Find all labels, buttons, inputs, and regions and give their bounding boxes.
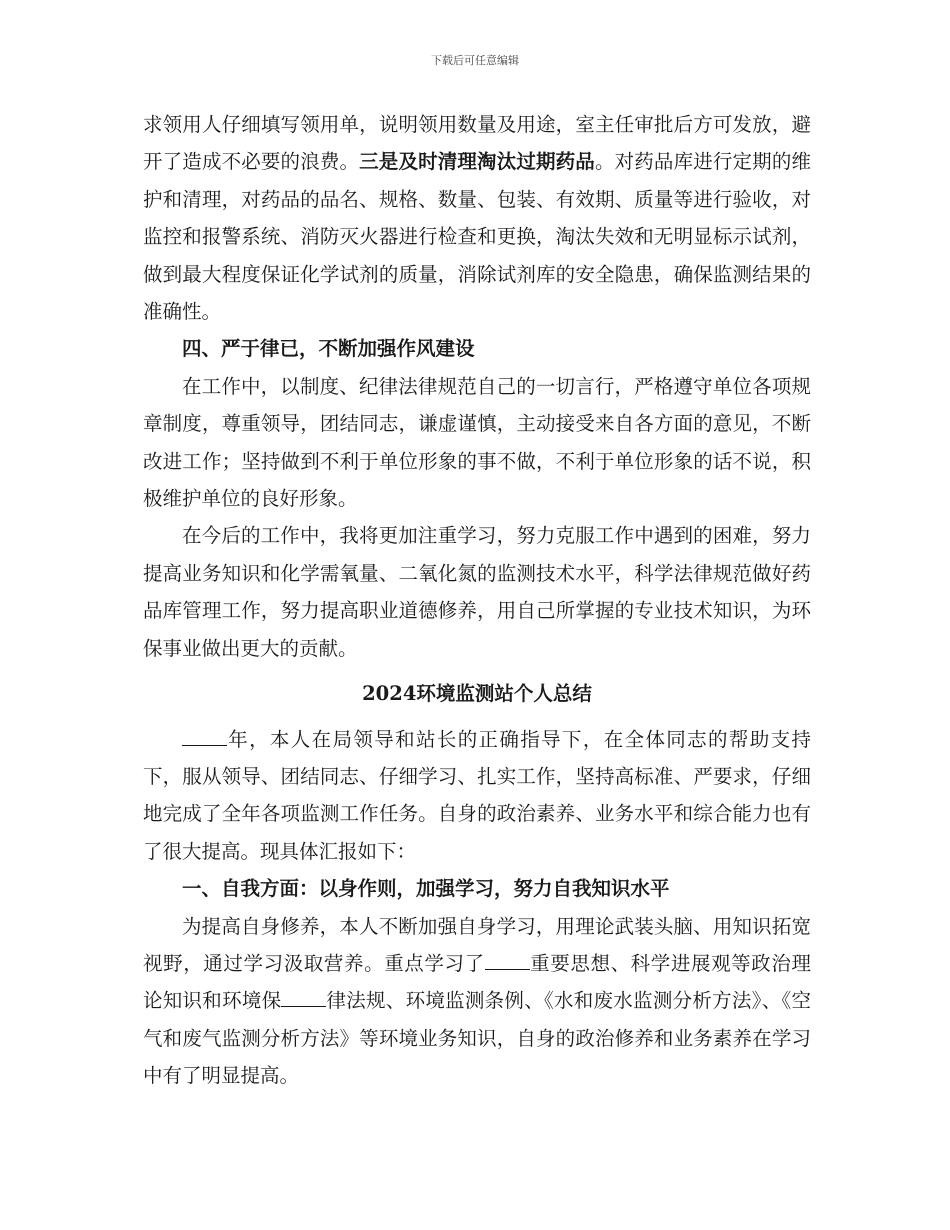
paragraph-text: 。对药品库进行定期的维护和清理，对药品的品名、规格、数量、包装、有效期、质量等进行验收，对监控和报警系统、消防灭火器进行检查和更换，淘汰失效和无明显标示试剂，做到最大程度保证化学试剂的质量，消除试剂库的安全隐患，确保监测结果的准确性。 [143, 150, 811, 324]
paragraph-self-study [143, 908, 811, 1095]
paragraph-text: 重要思想、科学进展观等政治理论知识和环境保 [143, 951, 811, 1013]
document-body [143, 106, 811, 1095]
paragraph-text: 年，本人在局领导和站长的正确指导下，在全体同志的帮助支持下，服从领导、团结同志、仔细学习、扎实工作，坚持高标准、严要求，仔细地完成了全年各项监测工作任务。自身的政治素养、业务水平和综合能力也有了很大提高。现具体汇报如下： [143, 727, 811, 863]
paragraph-drug-management [143, 106, 811, 330]
blank-line [182, 727, 227, 746]
section-heading-4: 四、严于律已，不断加强作风建设 [182, 337, 475, 361]
paragraph-text: 求领用人仔细填写领用单，说明领用数量及用途，室主任审批后方可发放，避开了造成不必要的浪费。 [143, 113, 811, 174]
section-heading-1: 一、自我方面：以身作则，加强学习，努力自我知识水平 [182, 877, 670, 901]
paragraph-text: 为提高自身修养，本人不断加强自身学习，用理论武装头脑、用知识拓宽视野，通过学习汲取营养。重点学习了 [143, 914, 811, 975]
paragraph-intro [143, 721, 811, 871]
paragraph-text: 律法规、环境监测条例、《水和废水监测分析方法》、《空气和废气监测分析方法》等环境业务知识，自身的政治修养和业务素养在学习中有了明显提高。 [143, 989, 811, 1088]
blank-line [485, 951, 530, 970]
bold-phrase: 三是及时清理淘汰过期药品 [359, 150, 595, 174]
blank-line [281, 989, 326, 1008]
paragraph-future-work: 在今后的工作中，我将更加注重学习，努力克服工作中遇到的困难，努力提高业务知识和化学需氧量、二氧化氮的监测技术水平，科学法律规范做好药品库管理工作，努力提高职业道德修养，用自己所掌握的专业技术知识，为环保事业做出更大的贡献。 [143, 524, 811, 660]
document-title: 2024环境监测站个人总结 [362, 682, 592, 706]
page-header: 下载后可任意编辑 [431, 54, 519, 67]
paragraph-work-style: 在工作中，以制度、纪律法律规范自己的一切言行，严格遵守单位各项规章制度，尊重领导，团结同志，谦虚谨慎，主动接受来自各方面的意见，不断改进工作；坚持做到不利于单位形象的事不做，不利于单位形象的话不说，积极维护单位的良好形象。 [143, 374, 811, 511]
